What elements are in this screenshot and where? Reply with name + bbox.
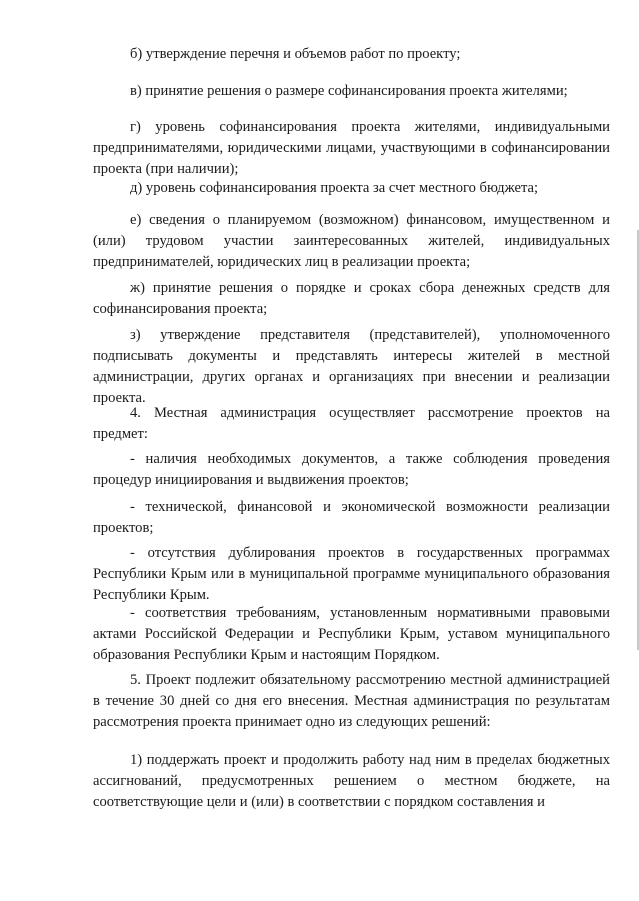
paragraph-zh: ж) принятие решения о порядке и сроках сбора денежных средств для софинансирования проекта; (93, 280, 610, 317)
paragraph-e: е) сведения о планируемом (возможном) финансовом, имущественном и (или) трудовом участии заинтересованных жителей, индивидуальных предпринимателей, юридических лиц в реализации проекта; (93, 212, 610, 270)
bullet-feasibility: - технической, финансовой и экономической возможности реализации проектов; (93, 499, 610, 536)
paragraph-section-4: 4. Местная администрация осуществляет рассмотрение проектов на предмет: (93, 405, 610, 442)
decision-1: 1) поддержать проект и продолжить работу над ним в пределах бюджетных ассигнований, предусмотренных решением о местном бюджете, на соответствующие цели и (или) в соответствии с порядком составления и (93, 752, 610, 810)
paragraph-v: в) принятие решения о размере софинансирования проекта жителями; (130, 83, 568, 99)
paragraph-g: г) уровень софинансирования проекта жителями, индивидуальными предпринимателями, юридическими лицами, участвующими в софинансировании проекта (при наличии); (93, 119, 610, 177)
paragraph-z: з) утверждение представителя (представителей), уполномоченного подписывать документы и представлять интересы жителей в местной администрации, других органах и организациях при внесении и реализации проекта. (93, 327, 610, 406)
bullet-documents: - наличия необходимых документов, а также соблюдения проведения процедур инициирования и выдвижения проектов; (93, 451, 610, 488)
bullet-compliance: - соответствия требованиям, установленным нормативными правовыми актами Российской Федерации и Республики Крым, уставом муниципального образования Республики Крым и настоящим Порядком. (93, 605, 610, 663)
paragraph-section-5: 5. Проект подлежит обязательному рассмотрению местной администрацией в течение 30 дней со дня его внесения. Местная администрация по результатам рассмотрения проекта принимает одно из следующих решений: (93, 672, 610, 730)
paragraph-d: д) уровень софинансирования проекта за счет местного бюджета; (130, 180, 539, 196)
paragraph-b: б) утверждение перечня и объемов работ по проекту; (130, 46, 461, 62)
bullet-no-duplication: - отсутствия дублирования проектов в государственных программах Республики Крым или в муниципальной программе муниципального образования Республики Крым. (93, 545, 610, 603)
